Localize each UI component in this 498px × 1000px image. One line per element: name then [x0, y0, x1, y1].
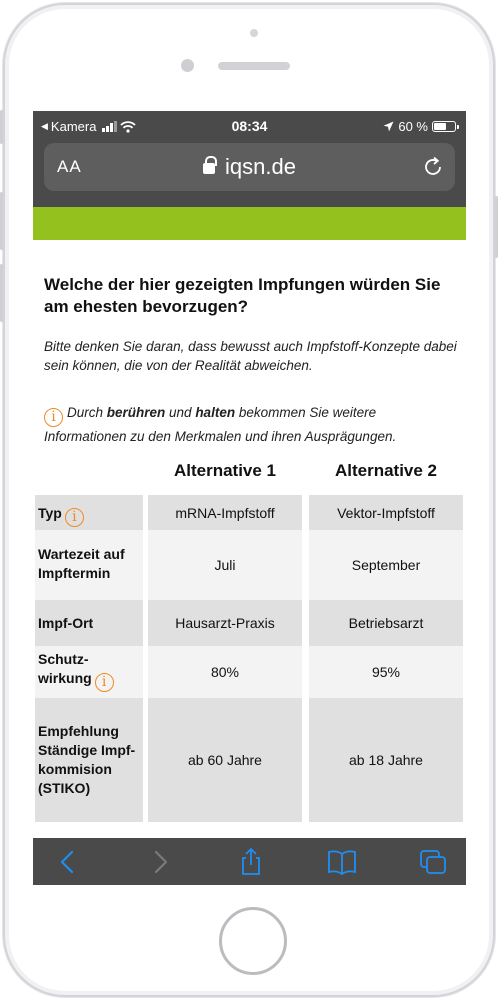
volume-down-button: [0, 264, 3, 322]
reload-icon[interactable]: [421, 155, 445, 179]
status-right: [383, 119, 456, 134]
info-instructions: i Durch berühren und halten bekommen Sie weitere Informationen zu den Merkmalen und ihren Ausprägungen.: [44, 405, 397, 444]
survey-hint: Bitte denken Sie daran, dass bewusst auch Impfstoff-Konzepte dabei sein können, die von der Realität abweichen.: [44, 339, 457, 373]
row-label-wartezeit[interactable]: Wartezeit auf Impftermin: [38, 546, 125, 581]
row-label-impf-ort[interactable]: Impf-Ort: [38, 615, 94, 631]
share-icon[interactable]: [236, 848, 266, 876]
lock-icon: [203, 161, 215, 175]
row-label-stiko[interactable]: Empfehlung Ständige Impf-kommision (STIKO): [38, 723, 136, 796]
cell-alt2-impf-ort[interactable]: Betriebsarzt: [309, 600, 463, 646]
url-display[interactable]: [44, 154, 455, 180]
cell-alt2-wartezeit[interactable]: September: [309, 530, 463, 600]
row-label-typ[interactable]: Typ i: [33, 504, 143, 527]
battery-icon: [432, 121, 456, 132]
cell-alt2-typ[interactable]: Vektor-Impfstoff: [309, 495, 463, 530]
cell-alt1-impf-ort[interactable]: Hausarzt-Praxis: [148, 600, 302, 646]
proximity-sensor: [250, 29, 258, 37]
row-label-schutzwirkung[interactable]: Schutz-wirkung i: [33, 650, 121, 692]
alternative-1-header: Alternative 1: [173, 461, 277, 480]
clock: 08:34: [231, 118, 268, 134]
phone-screen: [33, 111, 466, 885]
survey-question: Welche der hier gezeigten Impfungen würden Sie am ehesten bevorzugen?: [44, 275, 441, 316]
home-button[interactable]: [219, 907, 287, 975]
mute-switch: [0, 110, 3, 144]
back-chevron-icon[interactable]: [53, 848, 83, 876]
location-arrow-icon: [383, 121, 394, 132]
back-app-label: Kamera: [50, 119, 97, 134]
earpiece: [218, 62, 290, 70]
back-triangle-icon: ◀: [41, 121, 48, 131]
info-icon: i: [44, 408, 63, 427]
cell-alt2-stiko[interactable]: ab 18 Jahre: [309, 698, 463, 822]
front-camera: [181, 59, 194, 72]
bookmarks-icon[interactable]: [327, 848, 357, 876]
safari-toolbar: [33, 838, 466, 885]
cell-alt1-wartezeit[interactable]: Juli: [148, 530, 302, 600]
text-size-label: AA: [57, 157, 82, 176]
url-domain: iqsn.de: [225, 154, 296, 179]
cell-alt1-typ[interactable]: mRNA-Impfstoff: [148, 495, 302, 530]
cell-alt2-schutzwirkung[interactable]: 95%: [309, 646, 463, 698]
alternative-2-header: Alternative 2: [334, 461, 438, 480]
tabs-icon[interactable]: [418, 848, 448, 876]
forward-chevron-icon[interactable]: [145, 848, 175, 876]
cell-alt1-stiko[interactable]: ab 60 Jahre: [148, 698, 302, 822]
battery-percent: 60 %: [398, 119, 428, 134]
address-bar[interactable]: [44, 143, 455, 191]
info-icon[interactable]: i: [95, 673, 114, 692]
status-bar: [33, 111, 466, 143]
site-header-band: [33, 207, 466, 240]
browser-header: [33, 143, 466, 207]
info-icon[interactable]: i: [65, 508, 84, 527]
cell-alt1-schutzwirkung[interactable]: 80%: [148, 646, 302, 698]
volume-up-button: [0, 192, 3, 250]
